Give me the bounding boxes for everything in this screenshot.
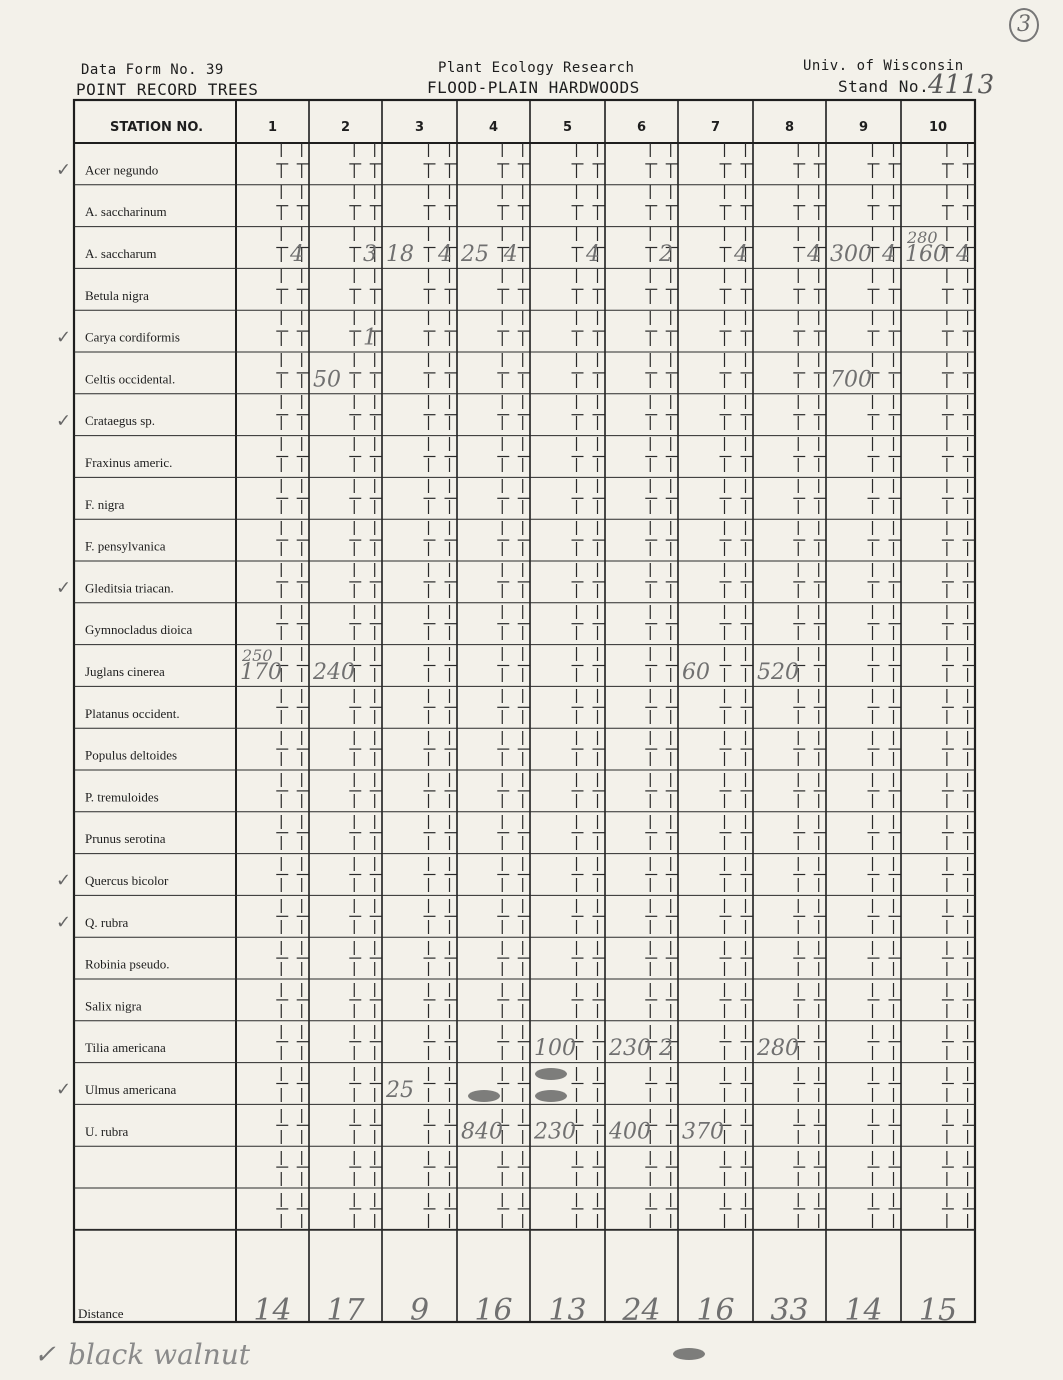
form-number: Data Form No. 39 — [81, 62, 224, 78]
handwritten-entry: 4 — [290, 241, 304, 267]
distance-label: Distance — [78, 1306, 124, 1321]
handwritten-entry: 3 — [363, 241, 377, 267]
handwritten-entry: 400 — [609, 1119, 651, 1145]
station-number: 7 — [710, 120, 721, 135]
handwritten-entry: 50 — [313, 367, 341, 393]
handwritten-entry: 4 — [503, 241, 518, 267]
station-number: 3 — [414, 120, 425, 135]
species-label: U. rubra — [85, 1123, 129, 1139]
distance-value: 15 — [918, 1293, 958, 1328]
species-label: A. saccharum — [85, 245, 157, 261]
station-number: 10 — [928, 120, 948, 135]
species-label: Fraxinus americ. — [85, 454, 173, 470]
species-label: Platanus occident. — [85, 705, 180, 721]
forest-type: FLOOD-PLAIN HARDWOODS — [427, 78, 640, 97]
handwritten-entry: 240 — [313, 659, 355, 685]
species-label: Acer negundo — [85, 162, 159, 178]
handwritten-entry: 4 — [956, 241, 970, 267]
scribble-mark — [535, 1090, 567, 1102]
organization: Plant Ecology Research — [438, 60, 635, 76]
species-label: Prunus serotina — [85, 831, 166, 847]
species-label: A. saccharinum — [85, 204, 167, 220]
station-number: 9 — [858, 120, 869, 135]
handwritten-entry: 2 — [659, 241, 673, 267]
species-label: Populus deltoides — [85, 747, 178, 763]
handwritten-entry: 700 — [830, 367, 872, 393]
species-label: Crataegus sp. — [85, 413, 156, 429]
handwritten-entry: 4 — [438, 241, 452, 267]
station-number: 2 — [340, 120, 351, 135]
station-number: 8 — [784, 120, 795, 135]
handwritten-entry: 4 — [734, 241, 748, 267]
handwritten-entry: 300 — [830, 241, 872, 267]
handwritten-entry: 370 — [682, 1119, 724, 1145]
species-label: F. nigra — [85, 496, 125, 512]
species-label: F. pensylvanica — [85, 538, 166, 554]
handwritten-entry: 280 — [907, 227, 938, 247]
species-label: Gymnocladus dioica — [85, 622, 193, 638]
handwritten-entry: 250 — [242, 645, 273, 665]
check-mark: ✓ — [56, 410, 72, 432]
handwritten-entry: 25 — [461, 241, 489, 267]
distance-value: 14 — [844, 1293, 883, 1328]
handwritten-entry: 4 — [882, 241, 896, 267]
station-number: 4 — [488, 120, 499, 135]
handwritten-entry: 170 — [240, 659, 282, 685]
footer-check-mark: ✓ — [34, 1340, 56, 1370]
handwritten-entry: 60 — [682, 659, 710, 685]
check-mark: ✓ — [56, 577, 72, 599]
species-label: Tilia americana — [85, 1040, 166, 1056]
species-label: Robinia pseudo. — [85, 956, 170, 972]
footer-note: black walnut — [68, 1338, 251, 1371]
distance-value: 9 — [409, 1293, 430, 1328]
station-number: 1 — [267, 120, 278, 135]
handwritten-entry: 2 — [659, 1036, 673, 1062]
handwritten-entry: 840 — [461, 1119, 503, 1145]
distance-value: 16 — [696, 1293, 735, 1328]
distance-value: 13 — [548, 1293, 587, 1328]
handwritten-entry: 1 — [363, 325, 377, 351]
species-label: Carya cordiformis — [85, 329, 180, 345]
species-label: P. tremuloides — [85, 789, 159, 805]
check-mark: ✓ — [56, 326, 72, 348]
handwritten-entry: 25 — [386, 1077, 414, 1103]
handwritten-entry: 18 — [386, 241, 414, 267]
species-label: Q. rubra — [85, 914, 129, 930]
check-mark: ✓ — [56, 1079, 72, 1101]
station-label: STATION NO. — [110, 120, 204, 135]
handwritten-entry: 280 — [757, 1036, 799, 1062]
form-title: POINT RECORD TREES — [76, 80, 259, 99]
station-number: 5 — [562, 120, 573, 135]
species-label: Quercus bicolor — [85, 872, 169, 888]
species-label: Betula nigra — [85, 287, 149, 303]
distance-value: 16 — [474, 1293, 513, 1328]
handwritten-entry: 100 — [534, 1036, 576, 1062]
check-mark: ✓ — [56, 912, 72, 934]
university: Univ. of Wisconsin — [803, 58, 964, 74]
station-number: 6 — [636, 120, 647, 135]
handwritten-entry: 4 — [586, 241, 600, 267]
handwritten-entry: 230 — [534, 1119, 576, 1145]
scribble-mark — [535, 1068, 567, 1080]
scribble-mark — [673, 1348, 705, 1360]
distance-value: 17 — [326, 1293, 365, 1328]
handwritten-entry: 230 — [609, 1036, 651, 1062]
species-label: Gleditsia triacan. — [85, 580, 174, 596]
check-mark: ✓ — [56, 870, 72, 892]
species-label: Ulmus americana — [85, 1081, 177, 1097]
stand-number: 4113 — [928, 70, 995, 100]
table-frame — [74, 100, 975, 1322]
handwritten-entry: 4 — [807, 241, 821, 267]
species-label: Celtis occidental. — [85, 371, 176, 387]
handwritten-entry: 160 — [905, 241, 947, 267]
distance-value: 14 — [253, 1293, 292, 1328]
species-label: Juglans cinerea — [85, 663, 165, 679]
stand-label: Stand No. — [838, 77, 930, 96]
scribble-mark — [468, 1090, 500, 1102]
handwritten-entry: 520 — [757, 659, 799, 685]
check-mark: ✓ — [56, 159, 72, 181]
page-number: 3 — [1009, 8, 1039, 42]
species-label: Salix nigra — [85, 998, 142, 1014]
distance-value: 24 — [622, 1293, 661, 1328]
distance-value: 33 — [770, 1293, 809, 1328]
